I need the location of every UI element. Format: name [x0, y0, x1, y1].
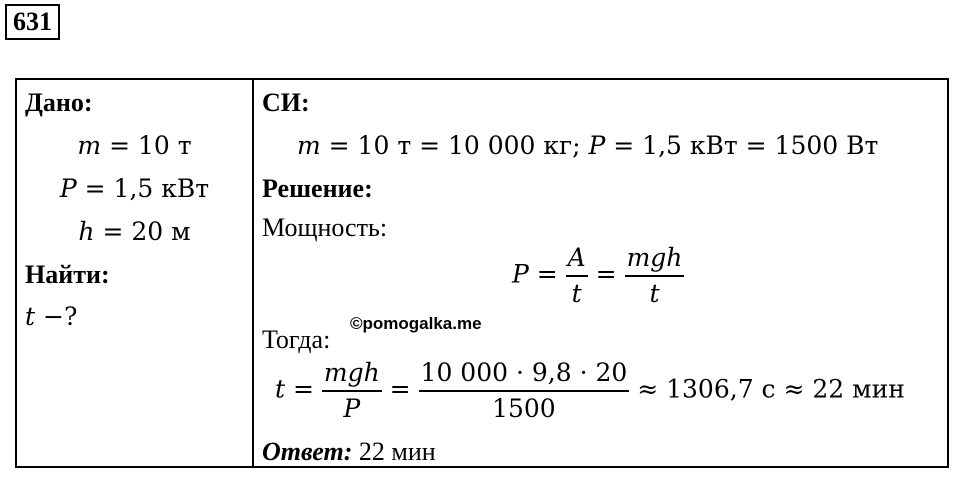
- fraction-a-over-t: $\frac{A}{t}$: [567, 243, 586, 308]
- answer-value: 22 мин: [352, 437, 436, 466]
- column-divider: [252, 80, 254, 466]
- solution-table: [15, 78, 949, 468]
- answer-label: Ответ:: [262, 437, 353, 466]
- solution-title: Решение:: [262, 174, 373, 203]
- problem-number: 631: [5, 4, 60, 40]
- power-formula: P = $\frac{A}{t}$ = $\frac{\text{mgh}}{t}$: [512, 241, 684, 311]
- fraction-numeric: $\frac{10 000 \cdot 9,8 \cdot 20}{1500}$: [420, 358, 628, 423]
- given-height: h = 20 м: [78, 217, 191, 246]
- find-title: Найти:: [25, 260, 110, 289]
- given-power: P = 1,5 кВт: [59, 174, 210, 203]
- given-title: Дано:: [25, 88, 93, 117]
- si-title: СИ:: [262, 88, 310, 117]
- then-label: Тогда:: [262, 325, 331, 354]
- time-formula: t = $\frac{\text{mgh}}{P}$ = $\frac{10 000 \cdot 9,8 \cdot 20}{1500}$ ≈ 1306,7 с ≈ 22 мин: [275, 356, 905, 426]
- find-time: t −?: [25, 302, 78, 331]
- fraction-mgh-over-p: $\frac{\text{mgh}}{P}$: [323, 358, 380, 423]
- fraction-mgh-over-t: $\frac{\text{mgh}}{t}$: [626, 243, 683, 308]
- si-conversion: m = 10 т = 10 000 кг; P = 1,5 кВт = 1500 Вт: [297, 131, 879, 160]
- answer: [262, 435, 436, 469]
- watermark: ©pomogalka.me: [350, 314, 482, 333]
- given-mass: m = 10 т: [77, 131, 192, 160]
- power-label: Мощность:: [262, 213, 388, 242]
